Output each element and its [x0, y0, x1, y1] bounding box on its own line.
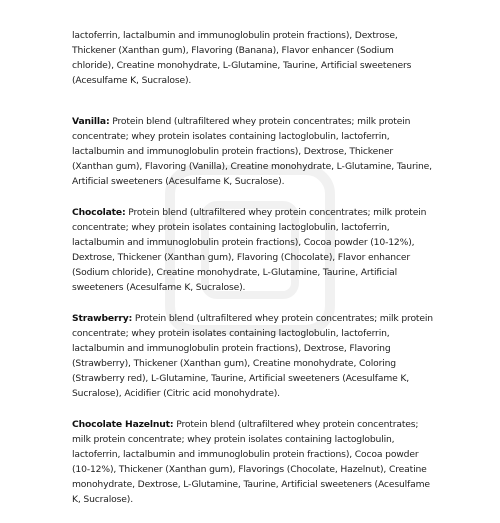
flavor-ingredients-strawberry: Protein blend (ultrafiltered whey protein concentrates; milk protein concentrate; whey protein isolates containing lactoglobulin, lactoferrin, lactalbumin and immunoglobulin protein fractions), Dextrose, Flavoring (Strawberry), Thickener (Xanthan gum), Creatine monohydrate, Coloring (Strawberry red), L-Glutamine, Taurine, Artificial sweeteners (Acesulfame K, Sucralose), Acidifier (Citric acid monohydrate). [72, 313, 433, 399]
flavor-name-strawberry: Strawberry: [72, 313, 133, 324]
flavor-name-vanilla: Vanilla: [72, 116, 110, 127]
flavor-ingredients-vanilla: Protein blend (ultrafiltered whey protein concentrates; milk protein concentrate; whey protein isolates containing lactoglobulin, lactoferrin, lactalbumin and immunoglobulin protein fractions), Dextrose, Thickener (Xanthan gum), Flavoring (Vanilla), Creatine monohydrate, L-Glutamine, Taurine, Artificial sweeteners (Acesulfame K, Sucralose). [72, 116, 432, 187]
flavor-ingredients-chocolate: Protein blend (ultrafiltered whey protein concentrates; milk protein concentrate; whey protein isolates containing lactoglobulin, lactoferrin, lactalbumin and immunoglobulin protein fractions), Cocoa powder (10-12%), Dextrose, Thickener (Xanthan gum), Flavoring (Chocolate), Flavor enhancer (Sodium chloride), Creatine monohydrate, L-Glutamine, Taurine, Artificial sweeteners (Acesulfame K, Sucralose). [72, 207, 427, 293]
flavor-name-chocolate: Chocolate: [72, 207, 126, 218]
flavor-ingredients-chocolate-hazelnut: Protein blend (ultrafiltered whey protein concentrates; milk protein concentrate; whey protein isolates containing lactoglobulin, lactoferrin, lactalbumin and immunoglobulin protein fractions), Cocoa powder (10-12%), Thickener (Xanthan gum), Flavorings (Chocolate, Hazelnut), Creatine monohydrate, Dextrose, L-Glutamine, Taurine, Artificial sweeteners (Acesulfame K, Sucralose). [72, 419, 430, 505]
flavor-paragraph-strawberry [72, 311, 434, 401]
flavor-paragraph-chocolate-hazelnut [72, 417, 434, 507]
flavor-name-chocolate-hazelnut: Chocolate Hazelnut: [72, 419, 174, 430]
flavor-paragraph-chocolate [72, 205, 434, 295]
ingredients-text [72, 28, 434, 523]
intro-paragraph: lactoferrin, lactalbumin and immunoglobulin protein fractions), Dextrose, Thickener (Xanthan gum), Flavoring (Banana), Flavor enhancer (Sodium chloride), Creatine monohydrate, L-Glutamine, Taurine, Artificial sweeteners (Acesulfame K, Sucralose). [72, 30, 412, 86]
flavor-paragraph-vanilla [72, 114, 434, 189]
